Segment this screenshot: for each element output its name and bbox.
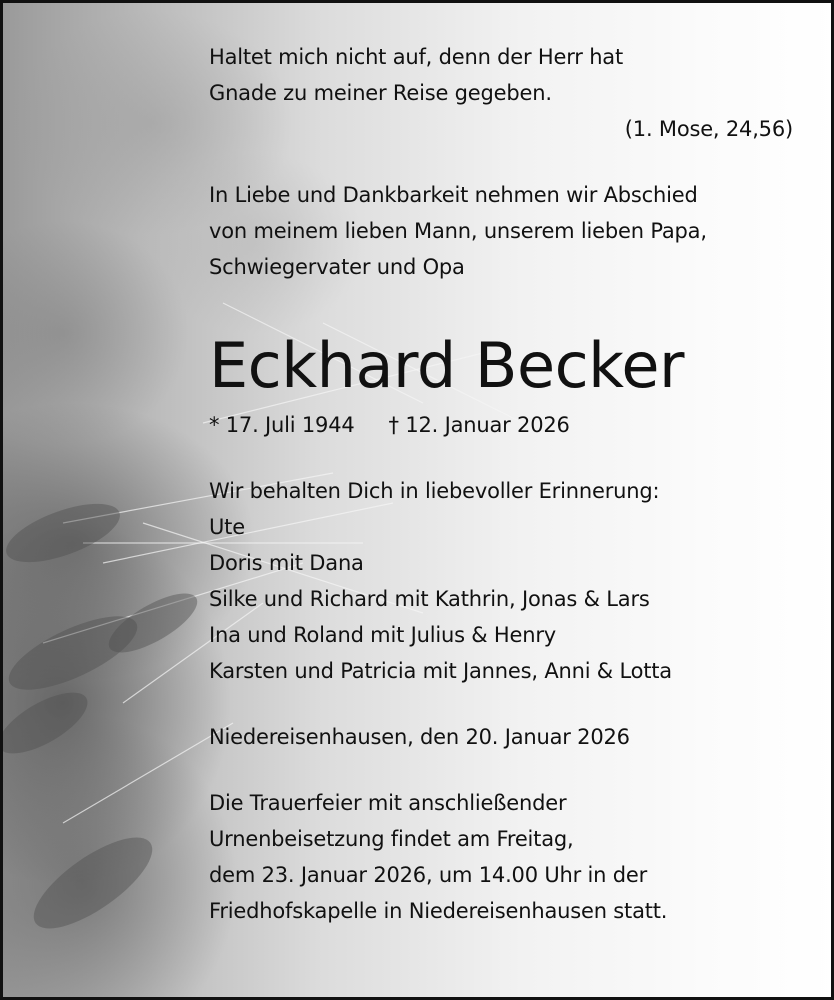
intro-line-3: Schwiegervater und Opa — [209, 255, 465, 279]
intro-line-2: von meinem lieben Mann, unserem lieben Papa, — [209, 219, 707, 243]
intro-line-1: In Liebe und Dankbarkeit nehmen wir Abschied — [209, 183, 698, 207]
service-line-2: Urnenbeisetzung findet am Freitag, — [209, 827, 574, 851]
mourner-name: Ina und Roland mit Julius & Henry — [209, 623, 557, 647]
death-date: † 12. Januar 2026 — [388, 413, 570, 437]
verse-line-1: Haltet mich nicht auf, denn der Herr hat — [209, 45, 624, 69]
verse-reference: (1. Mose, 24,56) — [624, 117, 793, 141]
service-line-3: dem 23. Januar 2026, um 14.00 Uhr in der — [209, 863, 648, 887]
birth-date: * 17. Juli 1944 — [209, 413, 355, 437]
mourners-heading: Wir behalten Dich in liebevoller Erinnerung: — [209, 479, 660, 503]
service-line-1: Die Trauerfeier mit anschließender — [209, 791, 567, 815]
place-date: Niedereisenhausen, den 20. Januar 2026 — [209, 725, 630, 749]
deceased-name: Eckhard Becker — [209, 329, 685, 402]
mourner-name: Karsten und Patricia mit Jannes, Anni & Lotta — [209, 659, 672, 683]
service-line-4: Friedhofskapelle in Niedereisenhausen statt. — [209, 899, 668, 923]
mourner-name: Silke und Richard mit Kathrin, Jonas & Lars — [209, 587, 650, 611]
verse-line-2: Gnade zu meiner Reise gegeben. — [209, 81, 552, 105]
mourner-name: Ute — [209, 515, 245, 539]
life-dates — [209, 407, 809, 443]
mourner-name: Doris mit Dana — [209, 551, 364, 575]
obituary-text — [209, 39, 809, 929]
